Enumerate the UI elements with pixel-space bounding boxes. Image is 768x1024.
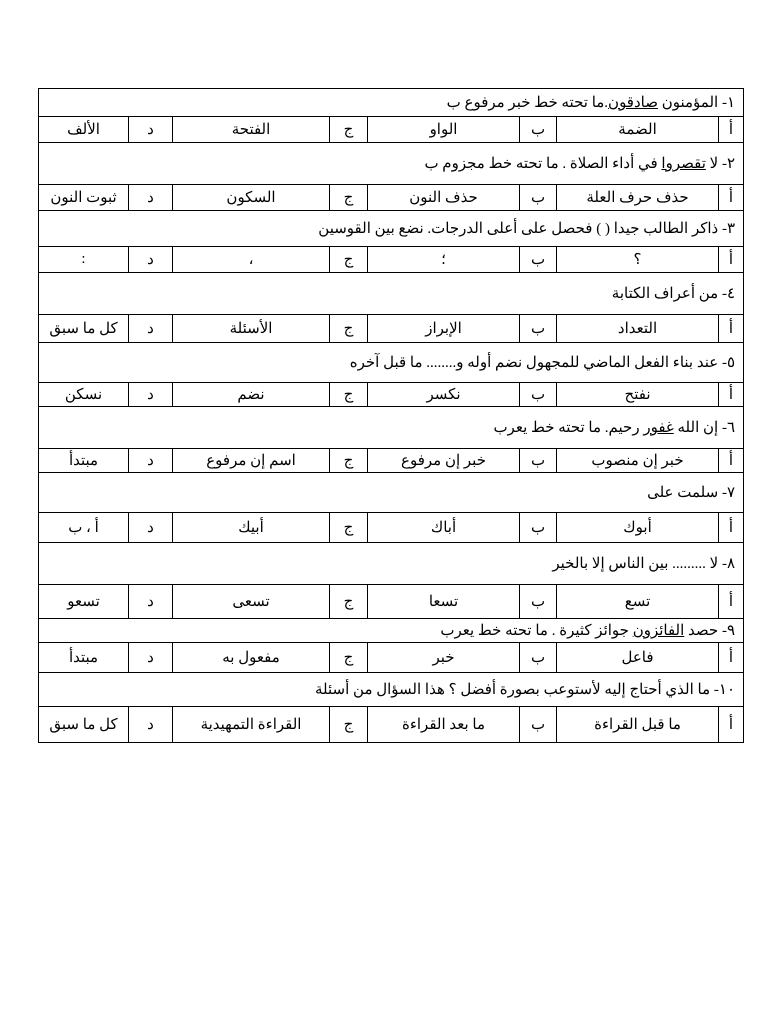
quiz-table (38, 88, 744, 743)
option-letter: د (129, 707, 173, 743)
options-row (39, 117, 744, 143)
option-cell[interactable]: كل ما سبق (39, 315, 129, 343)
option-letter: أ (719, 513, 744, 543)
option-letter: د (129, 315, 173, 343)
option-letter: د (129, 383, 173, 407)
option-cell[interactable]: فاعل (557, 643, 719, 673)
stem-text: .ما تحته خط خبر مرفوع ب (446, 95, 609, 111)
option-letter: أ (719, 383, 744, 407)
option-cell[interactable]: أباك (368, 513, 520, 543)
question-row (39, 273, 744, 315)
stem-text: ٨- لا ......... بين الناس إلا بالخير (552, 556, 736, 572)
option-cell[interactable]: نفتح (557, 383, 719, 407)
option-cell[interactable]: الواو (368, 117, 520, 143)
option-letter: د (129, 449, 173, 473)
options-row (39, 707, 744, 743)
option-cell[interactable]: أبوك (557, 513, 719, 543)
stem-text: ٣- ذاكر الطالب جيدا ( ) فحصل على أعلى الدرجات. نضع بين القوسين (318, 221, 736, 237)
option-cell[interactable]: حذف النون (368, 185, 520, 211)
stem-text: رحيم. ما تحته خط يعرب (493, 420, 644, 436)
underlined-word: تقصروا (661, 156, 706, 172)
options-row (39, 383, 744, 407)
option-cell[interactable]: الألف (39, 117, 129, 143)
question-row (39, 673, 744, 707)
option-letter: ب (520, 513, 557, 543)
question-row (39, 211, 744, 247)
option-cell[interactable]: تسع (557, 585, 719, 619)
question-stem (39, 89, 744, 117)
option-letter: د (129, 185, 173, 211)
question-row (39, 543, 744, 585)
question-stem (39, 543, 744, 585)
option-cell[interactable]: نكسر (368, 383, 520, 407)
option-cell[interactable]: : (39, 247, 129, 273)
option-letter: ج (330, 449, 368, 473)
option-cell[interactable]: مفعول به (173, 643, 330, 673)
question-row (39, 619, 744, 643)
option-cell[interactable]: أ ، ب (39, 513, 129, 543)
stem-text: ٢- لا (705, 156, 736, 172)
options-row (39, 315, 744, 343)
stem-text: ١٠- ما الذي أحتاج إليه لأستوعب بصورة أفضل ؟ هذا السؤال من أسئلة (315, 682, 736, 698)
underlined-word: الفائزون (632, 623, 685, 639)
option-cell[interactable]: نضم (173, 383, 330, 407)
stem-text: جوائز كثيرة . ما تحته خط يعرب (440, 623, 633, 639)
option-letter: ب (520, 383, 557, 407)
option-cell[interactable]: تسعا (368, 585, 520, 619)
underlined-word: غفور (643, 420, 674, 436)
option-letter: أ (719, 449, 744, 473)
options-row (39, 185, 744, 211)
question-row (39, 89, 744, 117)
option-cell[interactable]: ؛ (368, 247, 520, 273)
option-letter: ب (520, 449, 557, 473)
option-letter: ج (330, 383, 368, 407)
option-letter: أ (719, 185, 744, 211)
option-cell[interactable]: مبتدأ (39, 643, 129, 673)
option-cell[interactable]: ، (173, 247, 330, 273)
question-stem (39, 273, 744, 315)
underlined-word: صادقون (608, 95, 658, 111)
option-cell[interactable]: اسم إن مرفوع (173, 449, 330, 473)
question-stem (39, 211, 744, 247)
stem-text: ٧- سلمت على (647, 485, 736, 501)
option-letter: د (129, 247, 173, 273)
option-letter: ج (330, 513, 368, 543)
option-letter: د (129, 117, 173, 143)
question-stem (39, 143, 744, 185)
option-letter: ج (330, 643, 368, 673)
option-cell[interactable]: أبيك (173, 513, 330, 543)
option-cell[interactable]: ثبوت النون (39, 185, 129, 211)
option-letter: أ (719, 247, 744, 273)
option-letter: ج (330, 247, 368, 273)
option-letter: ج (330, 117, 368, 143)
option-cell[interactable]: السكون (173, 185, 330, 211)
option-cell[interactable]: ما بعد القراءة (368, 707, 520, 743)
option-letter: ج (330, 315, 368, 343)
stem-text: ١- المؤمنون (657, 95, 736, 111)
option-letter: ب (520, 247, 557, 273)
option-letter: أ (719, 707, 744, 743)
question-stem (39, 343, 744, 383)
option-letter: د (129, 513, 173, 543)
option-letter: د (129, 643, 173, 673)
stem-text: في أداء الصلاة . ما تحته خط مجزوم ب (424, 156, 662, 172)
option-cell[interactable]: الإبراز (368, 315, 520, 343)
option-letter: ج (330, 707, 368, 743)
option-letter: أ (719, 315, 744, 343)
option-cell[interactable]: حذف حرف العلة (557, 185, 719, 211)
option-cell[interactable]: القراءة التمهيدية (173, 707, 330, 743)
option-cell[interactable]: التعداد (557, 315, 719, 343)
option-cell[interactable]: تسعى (173, 585, 330, 619)
option-letter: ب (520, 185, 557, 211)
question-stem (39, 473, 744, 513)
question-stem (39, 673, 744, 707)
stem-text: ٩- حصد (684, 623, 736, 639)
option-cell[interactable]: ؟ (557, 247, 719, 273)
option-letter: د (129, 585, 173, 619)
question-stem (39, 619, 744, 643)
option-letter: ب (520, 643, 557, 673)
option-letter: ب (520, 707, 557, 743)
option-cell[interactable]: الضمة (557, 117, 719, 143)
option-letter: أ (719, 585, 744, 619)
option-letter: ب (520, 315, 557, 343)
question-row (39, 407, 744, 449)
option-cell[interactable]: مبتدأ (39, 449, 129, 473)
option-cell[interactable]: الأسئلة (173, 315, 330, 343)
stem-text: ٦- إن الله (673, 420, 736, 436)
option-cell[interactable]: خبر (368, 643, 520, 673)
option-letter: ب (520, 585, 557, 619)
question-row (39, 473, 744, 513)
options-row (39, 513, 744, 543)
option-cell[interactable]: خبر إن منصوب (557, 449, 719, 473)
option-cell[interactable]: كل ما سبق (39, 707, 129, 743)
option-cell[interactable]: نسكن (39, 383, 129, 407)
options-row (39, 247, 744, 273)
option-cell[interactable]: تسعو (39, 585, 129, 619)
option-letter: أ (719, 117, 744, 143)
options-row (39, 449, 744, 473)
option-letter: ج (330, 585, 368, 619)
option-letter: ب (520, 117, 557, 143)
stem-text: ٥- عند بناء الفعل الماضي للمجهول نضم أوله و........ ما قبل آخره (349, 355, 736, 371)
option-letter: أ (719, 643, 744, 673)
question-stem (39, 407, 744, 449)
question-row (39, 343, 744, 383)
question-row (39, 143, 744, 185)
stem-text: ٤- من أعراف الكتابة (611, 286, 736, 302)
options-row (39, 643, 744, 673)
options-row (39, 585, 744, 619)
option-cell[interactable]: الفتحة (173, 117, 330, 143)
option-letter: ج (330, 185, 368, 211)
option-cell[interactable]: خبر إن مرفوع (368, 449, 520, 473)
option-cell[interactable]: ما قبل القراءة (557, 707, 719, 743)
